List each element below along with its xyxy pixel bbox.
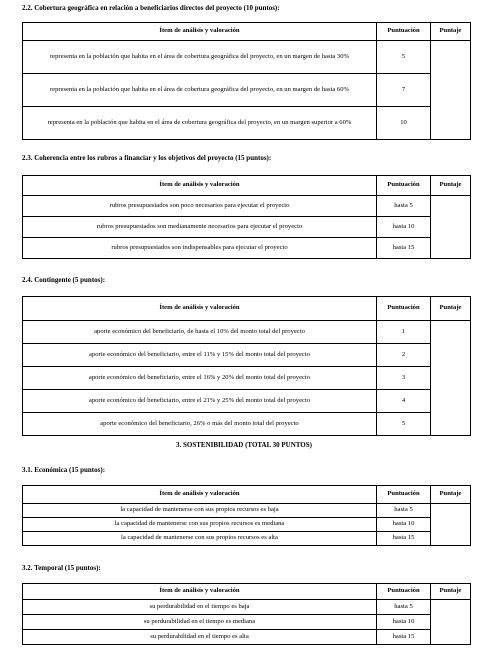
table-row [23, 367, 471, 390]
puntaje-cell [431, 600, 471, 615]
puntaje-cell [431, 630, 471, 645]
puntaje-cell [431, 107, 471, 140]
puntuacion-cell: hasta 10 [377, 217, 431, 238]
table-row [23, 74, 471, 107]
puntaje-cell [431, 532, 471, 546]
criterio-cell: la capacidad de mantenerse con sus propios recursos es alta [23, 532, 377, 546]
section-2-3-table [22, 175, 471, 259]
puntuacion-cell: hasta 5 [377, 196, 431, 217]
puntaje-cell [431, 504, 471, 518]
table-row [23, 600, 471, 615]
criterio-cell: su perdurabilidad en el tiempo es baja [23, 600, 377, 615]
table-row [23, 630, 471, 645]
column-header-criterio: Ítem de análisis y valoración [23, 23, 377, 41]
section-2-4-table [22, 296, 471, 436]
criterio-cell: rubros presupuestados son poco necesarios para ejecutar el proyecto [23, 196, 377, 217]
puntaje-cell [431, 518, 471, 532]
table-row [23, 107, 471, 140]
column-header-puntuacion: Puntuación [377, 297, 431, 321]
table-row [23, 344, 471, 367]
criterio-cell: su perdurabilidad en el tiempo es alta [23, 630, 377, 645]
table-row [23, 321, 471, 344]
criterio-cell: su perdurabilidad en el tiempo es mediana [23, 615, 377, 630]
criterio-cell: rubros presupuestados son medianamente necesarios para ejecutar el proyecto [23, 217, 377, 238]
column-header-puntaje: Puntaje [431, 23, 471, 41]
column-header-puntaje: Puntaje [431, 584, 471, 600]
table-header-row [23, 584, 471, 600]
criterio-cell: la capacidad de mantenerse con sus propios recursos es baja [23, 504, 377, 518]
puntuacion-cell: hasta 5 [377, 600, 431, 615]
puntuacion-cell: 2 [377, 344, 431, 367]
puntuacion-cell: hasta 15 [377, 630, 431, 645]
column-header-criterio: Ítem de análisis y valoración [23, 584, 377, 600]
column-header-puntuacion: Puntuación [377, 176, 431, 196]
column-header-puntuacion: Puntuación [377, 584, 431, 600]
section-3-1-heading: 3.1. Económica (15 puntos): [22, 466, 106, 474]
criterio-cell: la capacidad de mantenerse con sus propios recursos es mediana [23, 518, 377, 532]
section-3-2-table [22, 583, 471, 645]
puntuacion-cell: 10 [377, 107, 431, 140]
puntaje-cell [431, 74, 471, 107]
puntuacion-cell: hasta 10 [377, 615, 431, 630]
criterio-cell: representa en la población que habita en el área de cobertura geográfica del proyecto, en un margen superior a 60% [23, 107, 377, 140]
column-header-puntuacion: Puntuación [377, 23, 431, 41]
section-2-2-table [22, 22, 471, 140]
table-row [23, 217, 471, 238]
section-2-2-heading: 2.2. Cobertura geográfica en relación a beneficiarios directos del proyecto (10 puntos): [22, 4, 280, 12]
table-row [23, 238, 471, 259]
criterio-cell: rubros presupuestados son indispensables para ejecutar el proyecto [23, 238, 377, 259]
column-header-puntaje: Puntaje [431, 297, 471, 321]
puntaje-cell [431, 344, 471, 367]
section-2-3-heading: 2.3. Coherencia entre los rubros a financiar y los objetivos del proyecto (15 puntos): [22, 154, 272, 162]
puntuacion-cell: 3 [377, 367, 431, 390]
criterio-cell: aporte económico del beneficiario, entre el 16% y 20% del monto total del proyecto [23, 367, 377, 390]
table-row [23, 390, 471, 413]
column-header-puntuacion: Puntuación [377, 486, 431, 504]
table-row [23, 413, 471, 436]
column-header-criterio: Ítem de análisis y valoración [23, 297, 377, 321]
puntaje-cell [431, 390, 471, 413]
puntuacion-cell: 7 [377, 74, 431, 107]
puntuacion-cell: 1 [377, 321, 431, 344]
puntuacion-cell: 5 [377, 41, 431, 74]
section-3-2-heading: 3.2. Temporal (15 puntos): [22, 564, 101, 572]
column-header-criterio: Ítem de análisis y valoración [23, 176, 377, 196]
puntaje-cell [431, 321, 471, 344]
puntuacion-cell: hasta 15 [377, 238, 431, 259]
puntaje-cell [431, 238, 471, 259]
table-row [23, 196, 471, 217]
table-header-row [23, 176, 471, 196]
puntaje-cell [431, 196, 471, 217]
table-header-row [23, 486, 471, 504]
puntaje-cell [431, 413, 471, 436]
puntaje-cell [431, 217, 471, 238]
section-3-1-table [22, 485, 471, 546]
criterio-cell: aporte económico del beneficiario, de hasta el 10% del monto total del proyecto [23, 321, 377, 344]
puntaje-cell [431, 367, 471, 390]
puntaje-cell [431, 615, 471, 630]
table-header-row [23, 23, 471, 41]
column-header-criterio: Ítem de análisis y valoración [23, 486, 377, 504]
puntuacion-cell: 5 [377, 413, 431, 436]
table-row [23, 532, 471, 546]
puntuacion-cell: hasta 15 [377, 532, 431, 546]
criterio-cell: representa en la población que habita en el área de cobertura geográfica del proyecto, en un margen de hasta 30% [23, 41, 377, 74]
column-header-puntaje: Puntaje [431, 176, 471, 196]
puntuacion-cell: hasta 10 [377, 518, 431, 532]
criterio-cell: representa en la población que habita en el área de cobertura geográfica del proyecto, en un margen de hasta 60% [23, 74, 377, 107]
criterio-cell: aporte económico del beneficiario, entre el 11% y 15% del monto total del proyecto [23, 344, 377, 367]
puntuacion-cell: hasta 5 [377, 504, 431, 518]
column-header-puntaje: Puntaje [431, 486, 471, 504]
criterio-cell: aporte económico del beneficiario, entre el 21% y 25% del monto total del proyecto [23, 390, 377, 413]
table-row [23, 615, 471, 630]
section-2-4-heading: 2.4. Contingente (5 puntos): [22, 276, 106, 284]
table-header-row [23, 297, 471, 321]
criterio-cell: aporte económico del beneficiario, 26% o más del monto total del proyecto [23, 413, 377, 436]
puntuacion-cell: 4 [377, 390, 431, 413]
section-3-heading: 3. SOSTENIBILIDAD (TOTAL 30 PUNTOS) [176, 441, 312, 449]
table-row [23, 518, 471, 532]
puntaje-cell [431, 41, 471, 74]
table-row [23, 41, 471, 74]
table-row [23, 504, 471, 518]
